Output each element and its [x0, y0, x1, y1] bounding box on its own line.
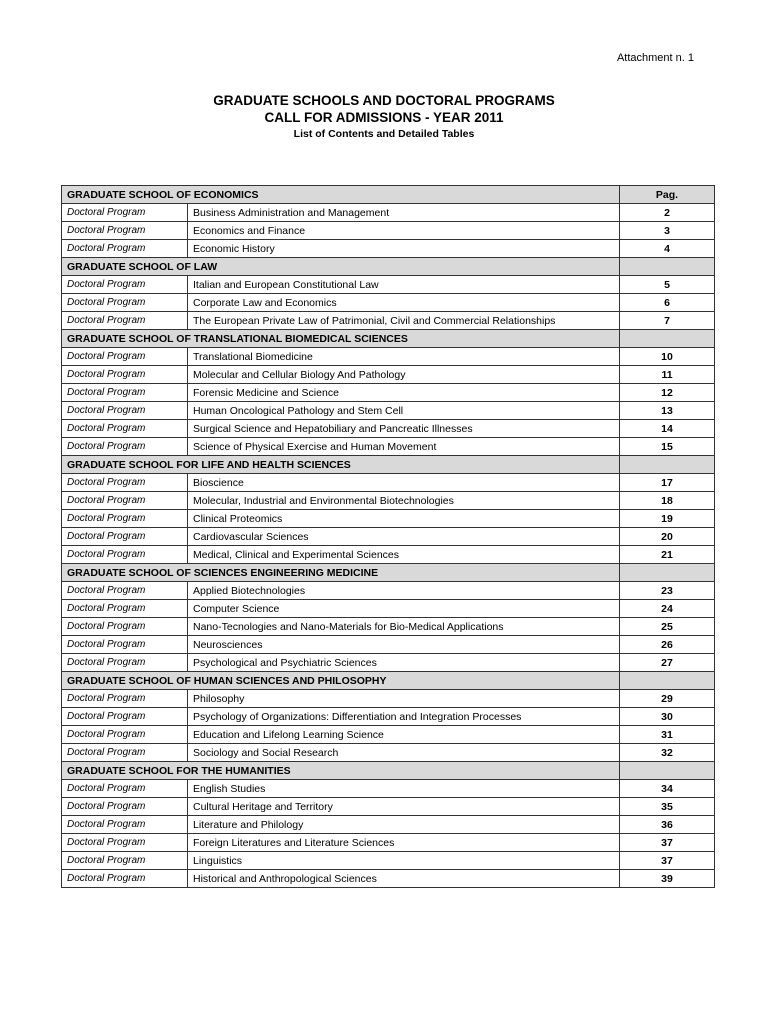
program-name: Literature and Philology — [188, 816, 620, 834]
attachment-label: Attachment n. 1 — [616, 52, 694, 64]
program-page-number: 24 — [620, 600, 715, 618]
program-name: Historical and Anthropological Sciences — [188, 870, 620, 888]
school-name: GRADUATE SCHOOL FOR THE HUMANITIES — [62, 762, 620, 780]
program-row — [62, 384, 715, 402]
program-name: Applied Biotechnologies — [188, 582, 620, 600]
program-type: Doctoral Program — [62, 870, 188, 888]
program-row — [62, 474, 715, 492]
page-column-header — [620, 258, 715, 276]
program-page-number: 18 — [620, 492, 715, 510]
document-title: GRADUATE SCHOOLS AND DOCTORAL PROGRAMS — [213, 93, 555, 108]
program-row — [62, 780, 715, 798]
program-type: Doctoral Program — [62, 492, 188, 510]
program-row — [62, 546, 715, 564]
program-name: Clinical Proteomics — [188, 510, 620, 528]
contents-table-body — [62, 186, 715, 888]
program-page-number: 5 — [620, 276, 715, 294]
program-type: Doctoral Program — [62, 402, 188, 420]
program-name: English Studies — [188, 780, 620, 798]
document-title-year: CALL FOR ADMISSIONS - YEAR 2011 — [264, 110, 504, 125]
program-row — [62, 744, 715, 762]
school-name: GRADUATE SCHOOL OF TRANSLATIONAL BIOMEDICAL SCIENCES — [62, 330, 620, 348]
program-row — [62, 294, 715, 312]
program-name: Economic History — [188, 240, 620, 258]
program-page-number: 30 — [620, 708, 715, 726]
program-row — [62, 618, 715, 636]
program-page-number: 32 — [620, 744, 715, 762]
program-row — [62, 708, 715, 726]
program-type: Doctoral Program — [62, 708, 188, 726]
page-column-header — [620, 330, 715, 348]
program-type: Doctoral Program — [62, 420, 188, 438]
program-name: Human Oncological Pathology and Stem Cell — [188, 402, 620, 420]
program-name: Forensic Medicine and Science — [188, 384, 620, 402]
school-name: GRADUATE SCHOOL OF SCIENCES ENGINEERING MEDICINE — [62, 564, 620, 582]
program-type: Doctoral Program — [62, 636, 188, 654]
program-name: Education and Lifelong Learning Science — [188, 726, 620, 744]
program-name: Molecular, Industrial and Environmental Biotechnologies — [188, 492, 620, 510]
program-page-number: 31 — [620, 726, 715, 744]
program-page-number: 23 — [620, 582, 715, 600]
program-name: Medical, Clinical and Experimental Sciences — [188, 546, 620, 564]
program-type: Doctoral Program — [62, 222, 188, 240]
program-name: Linguistics — [188, 852, 620, 870]
program-row — [62, 726, 715, 744]
school-name: GRADUATE SCHOOL OF ECONOMICS — [62, 186, 620, 204]
program-name: Italian and European Constitutional Law — [188, 276, 620, 294]
program-page-number: 21 — [620, 546, 715, 564]
program-page-number: 20 — [620, 528, 715, 546]
document-subtitle: List of Contents and Detailed Tables — [293, 128, 475, 140]
program-type: Doctoral Program — [62, 726, 188, 744]
program-row — [62, 204, 715, 222]
program-name: Foreign Literatures and Literature Sciences — [188, 834, 620, 852]
program-name: Sociology and Social Research — [188, 744, 620, 762]
program-row — [62, 438, 715, 456]
program-type: Doctoral Program — [62, 744, 188, 762]
program-row — [62, 240, 715, 258]
program-page-number: 3 — [620, 222, 715, 240]
program-type: Doctoral Program — [62, 240, 188, 258]
program-name: Bioscience — [188, 474, 620, 492]
program-row — [62, 420, 715, 438]
program-name: Computer Science — [188, 600, 620, 618]
program-row — [62, 870, 715, 888]
program-type: Doctoral Program — [62, 348, 188, 366]
page-column-header — [620, 672, 715, 690]
program-row — [62, 492, 715, 510]
program-page-number: 17 — [620, 474, 715, 492]
program-type: Doctoral Program — [62, 384, 188, 402]
school-header-row — [62, 258, 715, 276]
program-row — [62, 312, 715, 330]
program-row — [62, 276, 715, 294]
program-type: Doctoral Program — [62, 618, 188, 636]
program-page-number: 37 — [620, 834, 715, 852]
program-page-number: 11 — [620, 366, 715, 384]
program-name: Psychology of Organizations: Differentiation and Integration Processes — [188, 708, 620, 726]
program-name: The European Private Law of Patrimonial, Civil and Commercial Relationships — [188, 312, 620, 330]
school-name: GRADUATE SCHOOL FOR LIFE AND HEALTH SCIENCES — [62, 456, 620, 474]
program-type: Doctoral Program — [62, 546, 188, 564]
program-page-number: 39 — [620, 870, 715, 888]
program-name: Translational Biomedicine — [188, 348, 620, 366]
contents-table — [61, 185, 715, 888]
school-header-row — [62, 330, 715, 348]
program-page-number: 26 — [620, 636, 715, 654]
program-type: Doctoral Program — [62, 690, 188, 708]
program-name: Surgical Science and Hepatobiliary and Pancreatic Illnesses — [188, 420, 620, 438]
program-type: Doctoral Program — [62, 294, 188, 312]
program-type: Doctoral Program — [62, 366, 188, 384]
program-type: Doctoral Program — [62, 834, 188, 852]
program-type: Doctoral Program — [62, 780, 188, 798]
program-type: Doctoral Program — [62, 816, 188, 834]
school-name: GRADUATE SCHOOL OF LAW — [62, 258, 620, 276]
program-type: Doctoral Program — [62, 276, 188, 294]
school-header-row — [62, 672, 715, 690]
program-row — [62, 348, 715, 366]
program-type: Doctoral Program — [62, 510, 188, 528]
program-type: Doctoral Program — [62, 654, 188, 672]
program-page-number: 15 — [620, 438, 715, 456]
program-name: Philosophy — [188, 690, 620, 708]
program-row — [62, 816, 715, 834]
program-row — [62, 690, 715, 708]
program-page-number: 19 — [620, 510, 715, 528]
school-header-row — [62, 564, 715, 582]
program-page-number: 36 — [620, 816, 715, 834]
program-page-number: 2 — [620, 204, 715, 222]
program-page-number: 37 — [620, 852, 715, 870]
program-type: Doctoral Program — [62, 852, 188, 870]
program-row — [62, 510, 715, 528]
program-name: Neurosciences — [188, 636, 620, 654]
program-page-number: 35 — [620, 798, 715, 816]
program-row — [62, 222, 715, 240]
program-name: Psychological and Psychiatric Sciences — [188, 654, 620, 672]
page-column-header — [620, 456, 715, 474]
program-row — [62, 834, 715, 852]
program-name: Economics and Finance — [188, 222, 620, 240]
program-type: Doctoral Program — [62, 312, 188, 330]
school-header-row — [62, 186, 715, 204]
program-page-number: 12 — [620, 384, 715, 402]
program-page-number: 6 — [620, 294, 715, 312]
program-row — [62, 600, 715, 618]
document-header — [0, 92, 768, 141]
program-row — [62, 582, 715, 600]
page-column-header: Pag. — [620, 186, 715, 204]
program-page-number: 7 — [620, 312, 715, 330]
program-type: Doctoral Program — [62, 528, 188, 546]
program-name: Molecular and Cellular Biology And Pathology — [188, 366, 620, 384]
program-name: Science of Physical Exercise and Human Movement — [188, 438, 620, 456]
page-column-header — [620, 564, 715, 582]
program-page-number: 25 — [620, 618, 715, 636]
program-type: Doctoral Program — [62, 438, 188, 456]
program-name: Cardiovascular Sciences — [188, 528, 620, 546]
program-page-number: 13 — [620, 402, 715, 420]
program-page-number: 10 — [620, 348, 715, 366]
program-row — [62, 654, 715, 672]
page-column-header — [620, 762, 715, 780]
program-type: Doctoral Program — [62, 600, 188, 618]
program-name: Business Administration and Management — [188, 204, 620, 222]
program-row — [62, 402, 715, 420]
program-row — [62, 852, 715, 870]
program-page-number: 29 — [620, 690, 715, 708]
school-header-row — [62, 456, 715, 474]
program-row — [62, 528, 715, 546]
program-page-number: 4 — [620, 240, 715, 258]
program-page-number: 14 — [620, 420, 715, 438]
program-page-number: 34 — [620, 780, 715, 798]
program-type: Doctoral Program — [62, 474, 188, 492]
program-type: Doctoral Program — [62, 582, 188, 600]
program-page-number: 27 — [620, 654, 715, 672]
program-name: Corporate Law and Economics — [188, 294, 620, 312]
program-row — [62, 366, 715, 384]
program-name: Nano-Tecnologies and Nano-Materials for Bio-Medical Applications — [188, 618, 620, 636]
school-name: GRADUATE SCHOOL OF HUMAN SCIENCES AND PHILOSOPHY — [62, 672, 620, 690]
program-row — [62, 636, 715, 654]
program-type: Doctoral Program — [62, 798, 188, 816]
program-type: Doctoral Program — [62, 204, 188, 222]
program-name: Cultural Heritage and Territory — [188, 798, 620, 816]
program-row — [62, 798, 715, 816]
school-header-row — [62, 762, 715, 780]
